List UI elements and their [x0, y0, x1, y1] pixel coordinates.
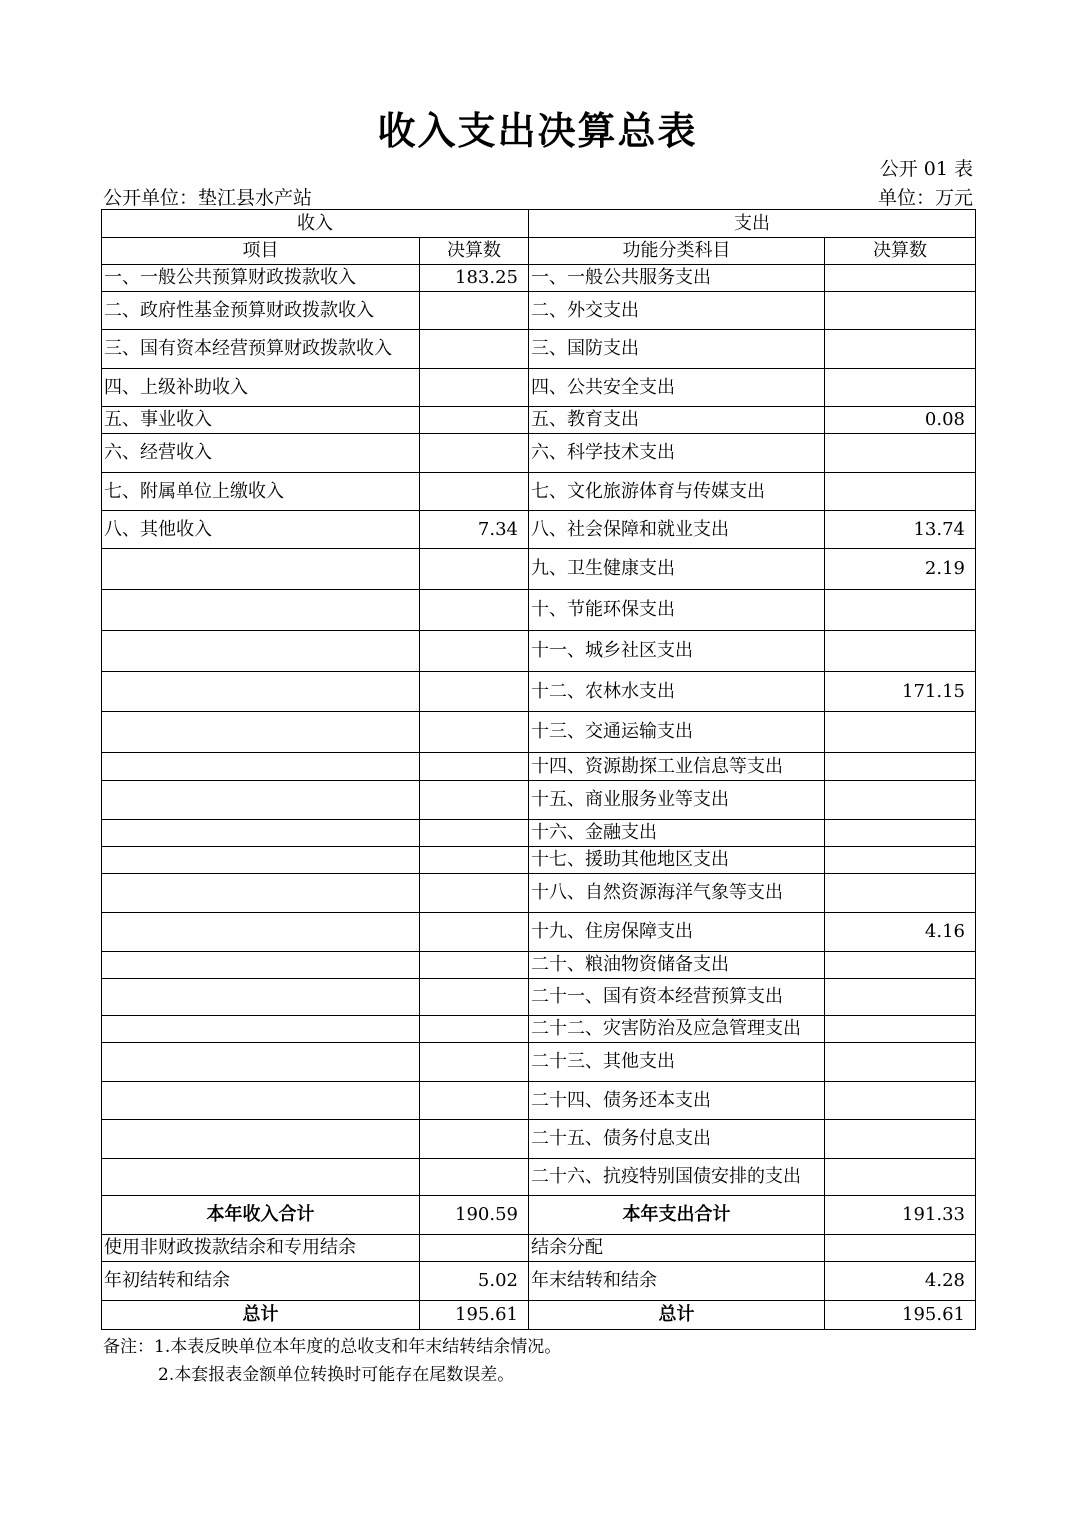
year-income-value: 190.59 — [420, 1196, 529, 1235]
table-row — [102, 407, 976, 434]
grand-total-value-left: 195.61 — [420, 1301, 529, 1330]
table-row — [102, 434, 976, 473]
expense-amount-cell — [825, 952, 976, 979]
expense-amount-cell — [825, 874, 976, 913]
expense-item-cell: 十三、交通运输支出 — [529, 712, 825, 753]
expense-amount-cell — [825, 781, 976, 820]
begin-carryover-label: 年初结转和结余 — [102, 1262, 420, 1301]
year-total-row — [102, 1196, 976, 1235]
income-amount-cell — [420, 473, 529, 511]
table-number: 公开 01 表 — [879, 158, 973, 180]
income-amount-cell: 183.25 — [420, 265, 529, 292]
expense-amount-cell — [825, 434, 976, 473]
expense-amount-cell — [825, 1159, 976, 1196]
income-amount-cell — [420, 753, 529, 781]
income-amount-cell — [420, 1043, 529, 1082]
table-row — [102, 820, 976, 847]
nonfiscal-label: 使用非财政拨款结余和专用结余 — [102, 1235, 420, 1262]
carryover-row — [102, 1262, 976, 1301]
column-header-row — [102, 238, 976, 265]
reporting-unit: 公开单位：垫江县水产站 — [103, 187, 313, 209]
table-row — [102, 330, 976, 369]
expense-amount-cell — [825, 265, 976, 292]
end-carryover-label: 年末结转和结余 — [529, 1262, 825, 1301]
income-item-cell — [102, 1043, 420, 1082]
income-amount-cell — [420, 292, 529, 330]
expense-amount-cell — [825, 847, 976, 874]
table-row — [102, 265, 976, 292]
expense-item-cell: 九、卫生健康支出 — [529, 549, 825, 590]
table-row — [102, 1043, 976, 1082]
income-item-cell: 六、经营收入 — [102, 434, 420, 473]
expense-amount-cell: 2.19 — [825, 549, 976, 590]
expense-amount-cell — [825, 590, 976, 631]
income-amount-cell — [420, 952, 529, 979]
expense-item-cell: 二十、粮油物资储备支出 — [529, 952, 825, 979]
income-item-cell — [102, 753, 420, 781]
income-item-cell: 三、国有资本经营预算财政拨款收入 — [102, 330, 420, 369]
expense-amount-cell — [825, 1120, 976, 1159]
income-amount-cell — [420, 712, 529, 753]
expense-item-cell: 二十四、债务还本支出 — [529, 1082, 825, 1120]
income-item-cell — [102, 631, 420, 672]
income-item-cell: 二、政府性基金预算财政拨款收入 — [102, 292, 420, 330]
expense-amount-cell — [825, 820, 976, 847]
surplus-distribution-value — [825, 1235, 976, 1262]
income-item-cell — [102, 549, 420, 590]
income-item-cell — [102, 979, 420, 1016]
expense-item-cell: 二十二、灾害防治及应急管理支出 — [529, 1016, 825, 1043]
income-amount-cell — [420, 434, 529, 473]
page-title: 收入支出决算总表 — [377, 108, 698, 153]
surplus-distribution-label: 结余分配 — [529, 1235, 825, 1262]
expense-amount-cell: 13.74 — [825, 511, 976, 549]
income-item-cell — [102, 590, 420, 631]
amount-header-left: 决算数 — [420, 238, 529, 265]
income-item-cell — [102, 1159, 420, 1196]
expense-item-cell: 二十六、抗疫特别国债安排的支出 — [529, 1159, 825, 1196]
income-amount-cell — [420, 820, 529, 847]
table-row — [102, 874, 976, 913]
expense-item-cell: 十一、城乡社区支出 — [529, 631, 825, 672]
income-header: 收入 — [102, 210, 529, 238]
expense-item-cell: 二十一、国有资本经营预算支出 — [529, 979, 825, 1016]
year-income-label: 本年收入合计 — [102, 1196, 420, 1235]
expense-item-cell: 三、国防支出 — [529, 330, 825, 369]
table-row — [102, 781, 976, 820]
note-2: 2.本套报表金额单位转换时可能存在尾数误差。 — [158, 1365, 515, 1385]
expense-item-cell: 二十五、债务付息支出 — [529, 1120, 825, 1159]
table-row — [102, 511, 976, 549]
expense-item-cell: 二、外交支出 — [529, 292, 825, 330]
function-category-header: 功能分类科目 — [529, 238, 825, 265]
table-row — [102, 1016, 976, 1043]
expense-amount-cell — [825, 473, 976, 511]
table-row — [102, 913, 976, 952]
expense-item-cell: 七、文化旅游体育与传媒支出 — [529, 473, 825, 511]
expense-item-cell: 一、一般公共服务支出 — [529, 265, 825, 292]
item-header: 项目 — [102, 238, 420, 265]
income-item-cell: 八、其他收入 — [102, 511, 420, 549]
expense-amount-cell — [825, 1016, 976, 1043]
table-row — [102, 712, 976, 753]
expense-amount-cell — [825, 330, 976, 369]
income-amount-cell — [420, 874, 529, 913]
income-amount-cell — [420, 913, 529, 952]
expense-amount-cell — [825, 1082, 976, 1120]
table-row — [102, 1120, 976, 1159]
table-row — [102, 847, 976, 874]
expense-item-cell: 十五、商业服务业等支出 — [529, 781, 825, 820]
income-amount-cell — [420, 672, 529, 712]
expense-item-cell: 十六、金融支出 — [529, 820, 825, 847]
income-expense-table — [101, 209, 976, 1330]
expense-amount-cell — [825, 631, 976, 672]
expense-amount-cell — [825, 753, 976, 781]
expense-item-cell: 十七、援助其他地区支出 — [529, 847, 825, 874]
expense-item-cell: 八、社会保障和就业支出 — [529, 511, 825, 549]
income-item-cell — [102, 913, 420, 952]
income-item-cell — [102, 952, 420, 979]
begin-carryover-value: 5.02 — [420, 1262, 529, 1301]
income-amount-cell — [420, 549, 529, 590]
table-row — [102, 549, 976, 590]
income-amount-cell — [420, 590, 529, 631]
income-amount-cell — [420, 1159, 529, 1196]
table-row — [102, 590, 976, 631]
nonfiscal-value — [420, 1235, 529, 1262]
income-amount-cell — [420, 330, 529, 369]
grand-total-label-right: 总计 — [529, 1301, 825, 1330]
table-row — [102, 473, 976, 511]
expense-item-cell: 十、节能环保支出 — [529, 590, 825, 631]
income-amount-cell — [420, 1082, 529, 1120]
income-amount-cell — [420, 979, 529, 1016]
note-1: 备注：1.本表反映单位本年度的总收支和年末结转结余情况。 — [103, 1337, 562, 1357]
income-amount-cell — [420, 369, 529, 407]
income-item-cell — [102, 781, 420, 820]
end-carryover-value: 4.28 — [825, 1262, 976, 1301]
income-item-cell: 一、一般公共预算财政拨款收入 — [102, 265, 420, 292]
expense-item-cell: 五、教育支出 — [529, 407, 825, 434]
expense-amount-cell: 171.15 — [825, 672, 976, 712]
income-item-cell — [102, 1016, 420, 1043]
table-row — [102, 369, 976, 407]
currency-unit: 单位：万元 — [877, 187, 973, 209]
income-amount-cell — [420, 847, 529, 874]
income-item-cell — [102, 712, 420, 753]
income-item-cell — [102, 874, 420, 913]
expense-header: 支出 — [529, 210, 976, 238]
grand-total-value-right: 195.61 — [825, 1301, 976, 1330]
table-row — [102, 631, 976, 672]
table-row — [102, 979, 976, 1016]
income-item-cell — [102, 672, 420, 712]
expense-amount-cell — [825, 1043, 976, 1082]
expense-amount-cell — [825, 712, 976, 753]
table-row — [102, 292, 976, 330]
income-item-cell — [102, 1082, 420, 1120]
year-expense-value: 191.33 — [825, 1196, 976, 1235]
expense-amount-cell — [825, 369, 976, 407]
expense-item-cell: 六、科学技术支出 — [529, 434, 825, 473]
income-item-cell — [102, 847, 420, 874]
income-amount-cell — [420, 631, 529, 672]
year-expense-label: 本年支出合计 — [529, 1196, 825, 1235]
grand-total-row — [102, 1301, 976, 1330]
income-amount-cell — [420, 781, 529, 820]
income-item-cell — [102, 1120, 420, 1159]
table-row — [102, 672, 976, 712]
income-item-cell: 四、上级补助收入 — [102, 369, 420, 407]
income-amount-cell — [420, 1120, 529, 1159]
expense-item-cell: 十九、住房保障支出 — [529, 913, 825, 952]
expense-amount-cell — [825, 979, 976, 1016]
notes — [103, 1333, 561, 1389]
expense-item-cell: 十八、自然资源海洋气象等支出 — [529, 874, 825, 913]
expense-amount-cell: 4.16 — [825, 913, 976, 952]
grand-total-label-left: 总计 — [102, 1301, 420, 1330]
table-row — [102, 1159, 976, 1196]
expense-amount-cell: 0.08 — [825, 407, 976, 434]
income-item-cell: 七、附属单位上缴收入 — [102, 473, 420, 511]
expense-item-cell: 四、公共安全支出 — [529, 369, 825, 407]
section-header-row — [102, 210, 976, 238]
nonfiscal-row — [102, 1235, 976, 1262]
expense-item-cell: 十二、农林水支出 — [529, 672, 825, 712]
amount-header-right: 决算数 — [825, 238, 976, 265]
table-row — [102, 1082, 976, 1120]
table-row — [102, 753, 976, 781]
income-item-cell: 五、事业收入 — [102, 407, 420, 434]
table-row — [102, 952, 976, 979]
income-item-cell — [102, 820, 420, 847]
income-amount-cell — [420, 407, 529, 434]
expense-item-cell: 二十三、其他支出 — [529, 1043, 825, 1082]
income-amount-cell — [420, 1016, 529, 1043]
expense-amount-cell — [825, 292, 976, 330]
income-amount-cell: 7.34 — [420, 511, 529, 549]
expense-item-cell: 十四、资源勘探工业信息等支出 — [529, 753, 825, 781]
